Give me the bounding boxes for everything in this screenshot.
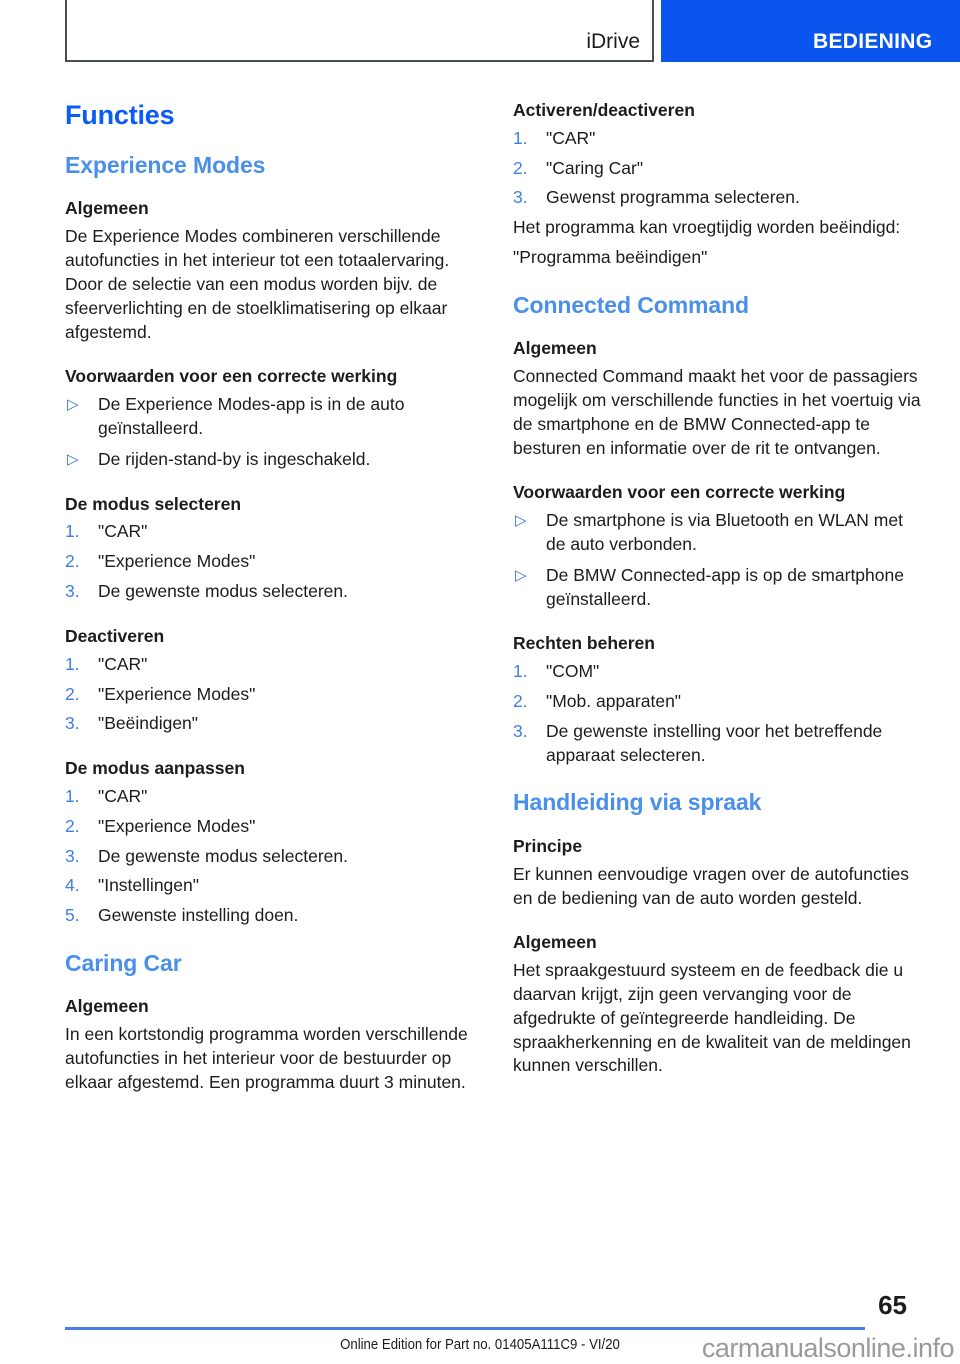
list-item-text: De gewenste modus selecteren. [98,581,348,602]
list-number: 1. [65,786,80,807]
list-item [65,845,475,869]
section-title-connected-command: Connected Command [513,291,749,318]
numbered-list [65,785,475,928]
subheading: Deactiveren [65,625,165,646]
list-item-text: De Experience Modes-app is in de auto geïnstalleerd. [98,394,405,439]
block-principe [513,836,923,910]
list-item [65,520,475,544]
list-item [65,448,475,472]
footer-divider [65,1327,865,1330]
bullet-triangle-icon: ▷ [67,396,79,414]
list-number: 2. [65,815,80,836]
list-item-text: "Experience Modes" [98,815,256,836]
paragraph: "Programma beëindigen" [513,247,708,268]
list-item-text: "Mob. apparaten" [546,691,682,712]
list-number: 1. [513,127,528,148]
edition-note: Online Edition for Part no. 01405A111C9 - VI/20 [340,1336,620,1353]
subheading: Voorwaarden voor een correcte werking [65,366,398,387]
block-modus-aanpassen [65,758,475,928]
header-chapter-box [65,0,654,62]
list-number: 1. [65,653,80,674]
list-item-text: "CAR" [98,521,148,542]
subheading: Rechten beheren [513,633,655,654]
block-modus-selecteren [65,494,475,604]
right-column [513,100,923,1078]
subheading: Algemeen [65,996,149,1017]
list-item-text: De smartphone is via Bluetooth en WLAN met de auto verbonden. [546,510,903,555]
list-item [513,509,923,557]
page-number: 65 [878,1290,907,1320]
section-title-experience-modes: Experience Modes [65,152,266,179]
numbered-list [65,520,475,603]
section-title-caring-car: Caring Car [65,950,182,976]
list-item-text: "Instellingen" [98,875,199,896]
list-item [65,393,475,441]
block-algemeen-spraak [513,932,923,1078]
block-voorwaarden-connected [513,482,923,611]
block-voorwaarden-experience [65,366,475,471]
list-item [513,127,923,151]
subheading: De modus selecteren [65,493,242,514]
list-number: 1. [513,661,528,682]
list-item [65,785,475,809]
subheading: Algemeen [513,338,597,359]
bullet-triangle-icon: ▷ [67,450,79,468]
page-title: Functies [65,100,175,130]
list-item [65,815,475,839]
list-number: 3. [65,713,80,734]
numbered-list [513,660,923,767]
watermark-text: carmanualsonline.info [701,1333,954,1363]
page-footer [0,1276,960,1362]
list-number: 1. [65,521,80,542]
list-item-text: Gewenste instelling doen. [98,905,299,926]
numbered-list [65,653,475,736]
list-number: 2. [513,157,528,178]
bullet-list [513,509,923,611]
list-item [65,874,475,898]
list-number: 3. [513,187,528,208]
list-item [513,157,923,181]
list-item-text: "CAR" [546,127,596,148]
list-item [65,904,475,928]
page-header [0,0,960,64]
block-deactiveren [65,626,475,736]
bullet-triangle-icon: ▷ [515,566,527,584]
list-number: 4. [65,875,80,896]
paragraph: Er kunnen eenvoudige vragen over de autofuncties en de bediening van de auto worden gesteld. [513,863,909,908]
block-algemeen-experience [65,198,475,344]
list-item-text: De gewenste instelling voor het betreffende apparaat selecteren. [546,720,883,765]
subheading: Activeren/deactiveren [513,100,695,120]
subheading: Principe [513,835,583,856]
list-item [513,186,923,210]
list-item [513,720,923,768]
list-item-text: "CAR" [98,786,148,807]
list-number: 5. [65,905,80,926]
block-algemeen-connected [513,338,923,460]
subheading: Algemeen [65,198,149,219]
list-number: 3. [65,845,80,866]
list-item-text: De BMW Connected-app is op de smartphone geïnstalleerd. [546,564,904,609]
subheading: Algemeen [513,932,597,953]
header-section-label: BEDIENING [813,30,933,53]
list-item [513,690,923,714]
bullet-triangle-icon: ▷ [515,512,527,530]
list-item-text: "COM" [546,661,600,682]
paragraph: Het programma kan vroegtijdig worden beëindigd: [513,217,901,238]
list-item [513,660,923,684]
list-item-text: Gewenst programma selecteren. [546,187,800,208]
left-column [65,100,475,1095]
paragraph: Het spraakgestuurd systeem en de feedback die u daarvan krijgt, zijn geen vervanging voor de afgedrukte of geïntegreerde handleiding. De spraakherkenning en de kwaliteit van de meldingen kunnen verschillen. [513,960,911,1076]
list-item [65,653,475,677]
list-item [513,564,923,612]
list-item [65,550,475,574]
list-item [65,683,475,707]
paragraph: De Experience Modes combineren verschillende autofuncties in het interieur tot een totaalervaring. Door de selectie van een modus worden bijv. de sfeerverlichting en de stoelklimatisering op elkaar afgestemd. [65,226,450,342]
list-item-text: De rijden-stand-by is ingeschakeld. [98,448,371,469]
list-item-text: "CAR" [98,653,148,674]
header-section-box [661,0,960,62]
block-activeren-deactiveren [513,100,923,270]
list-item-text: "Experience Modes" [98,551,256,572]
block-rechten-beheren [513,633,923,767]
list-item-text: "Caring Car" [546,157,644,178]
subheading: De modus aanpassen [65,758,245,779]
subheading: Voorwaarden voor een correcte werking [513,482,846,503]
list-number: 3. [65,581,80,602]
header-chapter-label: iDrive [586,30,640,53]
paragraph: In een kortstondig programma worden verschillende autofuncties in het interieur voor de bestuurder op elkaar afgestemd. Een programma duurt 3 minuten. [65,1024,468,1092]
block-algemeen-caring [65,996,475,1094]
list-number: 3. [513,720,528,741]
paragraph: Connected Command maakt het voor de passagiers mogelijk om verschillende functies in het voertuig via de smartphone en de BMW Connected-app te besturen en informatie over de rit te ontvangen. [513,366,921,458]
bullet-list [65,393,475,471]
list-item-text: "Experience Modes" [98,683,256,704]
numbered-list [513,127,923,210]
list-number: 2. [65,551,80,572]
list-item [65,580,475,604]
list-item-text: De gewenste modus selecteren. [98,845,348,866]
list-item-text: "Beëindigen" [98,713,199,734]
list-number: 2. [65,683,80,704]
list-number: 2. [513,691,528,712]
list-item [65,712,475,736]
section-title-handleiding-via-spraak: Handleiding via spraak [513,789,762,816]
